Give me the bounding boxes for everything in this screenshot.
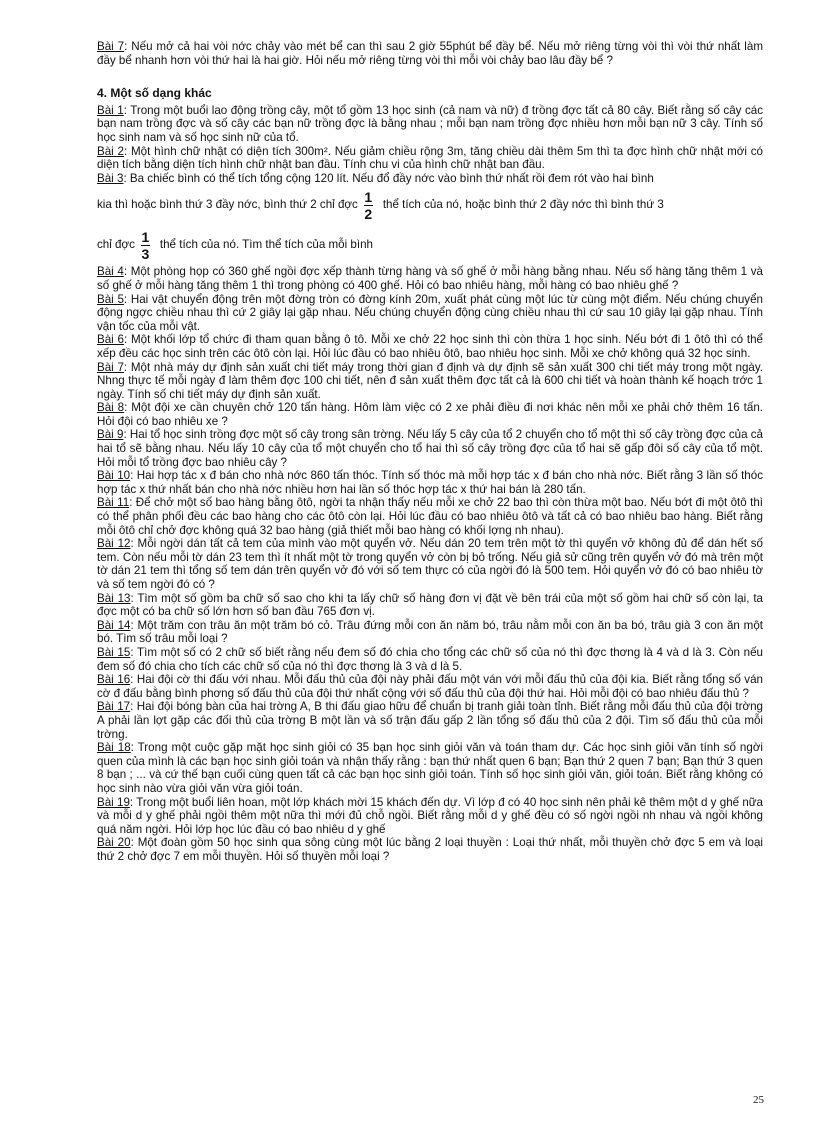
problem-text: : Một đoàn gồm 50 học sinh qua sông cùng một lúc bằng 2 loại thuyền : Loại thứ nhất, mỗi thuyền chở đợc 5 em và loại thứ 2 chở đợc 7 em mỗi thuyền. Hỏi số thuyền mỗi loại ?: [97, 836, 763, 863]
problem-9: [97, 428, 763, 469]
problem-label: Bài 18: [97, 741, 131, 755]
problem-label: Bài 19: [97, 795, 130, 809]
problem-1: [97, 104, 763, 145]
problem-text: : Hai tổ học sinh trồng đợc một số cây trong sân trờng. Nếu lấy 5 cây của tổ 2 chuyển cho tổ một thì số cây trồng đợc của cả hai tổ sẽ bằng nhau. Nếu lấy 10 cây của tổ một chuyển cho tổ hai thì số cây trồng đợc của tổ hai sẽ gấp đôi số cây của tổ một. Hỏi mỗi tổ trồng đợc bao nhiêu cây ?: [97, 428, 763, 469]
problem-label: Bài 20: [97, 836, 131, 850]
problem-10: [97, 469, 763, 496]
problem-15: [97, 646, 763, 673]
problem-text: : Ba chiếc bình có thể tích tổng cộng 120 lít. Nếu đổ đầy nớc vào bình thứ nhất rồi đem rót vào hai bình: [123, 171, 654, 185]
section-title: 4. Một số dạng khác: [97, 86, 212, 101]
problem-text: : Trong một buổi liên hoan, một lớp khách mời 15 khách đến dự. Vì lớp đ có 40 học sinh nên phải kê thêm một d y ghế nữa và mỗi d y ghế phải ngồi thêm một nữa thì mới đủ chỗ ngồi. Biết rằng mỗi d y ghế đều có số ngời ngồi nh nhau và ngồi không quá năm ngời. Hỏi lớp học lúc đầu có bao nhiêu d y ghế: [97, 795, 764, 836]
problem-label: Bài 11: [97, 496, 130, 510]
problem-label: Bài 6: [97, 333, 124, 347]
problem-label: Bài 9: [97, 428, 124, 442]
problem-text: : Hai đội bóng bàn của hai trờng A, B thi đấu giao hữu để chuẩn bị tranh giải toàn tỉnh. Biết rằng mỗi đấu thủ của đội trờng A phải lần lợt gặp các đối thủ của trờng B một lần và số trận đấu gấp 2 lần tổng số đấu thủ của 2 đội. Tìm số đấu thủ của mỗi trờng.: [97, 700, 763, 741]
fraction-denominator: 3: [141, 245, 150, 262]
problem-label: Bài 7: [97, 40, 125, 53]
problem-text: thể tích của nó, hoặc bình thứ 2 đầy nớc thì bình thứ 3: [382, 198, 664, 212]
problem-text: : Một trăm con trâu ăn một trăm bó cỏ. Trâu đứng mỗi con ăn năm bó, trâu nằm mỗi con ăn ba bó, trâu già 3 con ăn một bó. Tìm số trâu mỗi loại ?: [97, 618, 763, 646]
problem-label: Bài 3: [97, 171, 124, 185]
problem-text: chỉ đợc: [97, 238, 135, 252]
fraction-one-third: [141, 230, 150, 261]
problem-text: : Nếu mở cả hai vòi nớc chảy vào mét bể can thì sau 2 giờ 55phút bể đầy bể. Nếu mở riêng từng vòi thì vòi thứ nhất làm đầy bể nhanh hơn vòi thứ hai là hai giờ. Hỏi nếu mở riêng từng vòi thì mỗi vòi chảy bao lâu đầy bể ?: [97, 40, 763, 67]
problem-label: Bài 5: [97, 292, 124, 306]
problem-text: : Một hình chữ nhật có diện tích 300m². Nếu giảm chiều rộng 3m, tăng chiều dài thêm 5m thì ta đợc hình chữ nhật mới có diện tích bằng diện tích hình chữ nhật ban đầu. Tính chu vi của hình chữ nhật ban đầu.: [97, 144, 763, 172]
problem-label: Bài 1: [97, 103, 124, 117]
fraction-numerator: 1: [141, 228, 150, 245]
problem-intro: [97, 40, 763, 67]
problem-text: thể tích của nó. Tìm thể tích của mỗi bình: [159, 238, 373, 252]
problem-text: : Tìm một số có 2 chữ số biết rằng nếu đem số đó chia cho tổng các chữ số của nó thì đợc thơng là 4 và d là 3. Còn nếu đem số đó chia cho tích các chữ số của nó thì đợc thơng là 3 và d là 5.: [97, 645, 764, 673]
problem-13: [97, 592, 763, 619]
problem-18: [97, 741, 763, 795]
problem-6: [97, 333, 763, 360]
problem-label: Bài 16: [97, 673, 131, 687]
problem-17: [97, 700, 763, 741]
fraction-one-half: [364, 190, 373, 221]
problem-label: Bài 13: [97, 591, 131, 605]
problem-3: [97, 172, 763, 186]
problem-label: Bài 12: [97, 537, 131, 551]
problem-text: : Tìm một số gồm ba chữ số sao cho khi ta lấy chữ số hàng đơn vị đặt về bên trái của một số gồm hai chữ số còn lại, ta đợc một có ba chữ số lớn hơn số ban đầu 765 đơn vị.: [97, 591, 763, 619]
document-body: [97, 40, 763, 863]
problem-label: Bài 4: [97, 265, 124, 279]
problem-text: : Mỗi ngời dán tất cả tem của mình vào một quyển vở. Nếu dán 20 tem trên một tờ thì quyển vở không đủ để dán hết số tem. Còn nếu mỗi tờ dán 23 tem thì ít nhất một tờ trong quyển vở còn bị bỏ trống. Nếu giả sử cũng trên quyển vở đó mà trên một tờ dán 21 tem thì tổng số tem dán trên quyển vở đó với số tem thực có của ngời đó là 500 tem. Hỏi quyển vở đó có bao nhiêu tờ và số tem ngời đó có ?: [97, 537, 763, 591]
problem-text: : Một phòng họp có 360 ghế ngồi đợc xếp thành từng hàng và số ghế ở mỗi hàng bằng nhau. Nếu số hàng tăng thêm 1 và số ghế ở mỗi hàng tăng thêm 1 thì trong phòng có 400 ghế. Hỏi có bao nhiêu hàng, mỗi hàng có bao nhiêu ghế ?: [97, 265, 763, 292]
problem-label: Bài 17: [97, 700, 131, 714]
problem-3-line-2: [97, 185, 763, 225]
problem-12: [97, 537, 763, 591]
problem-text: kia thì hoặc bình thứ 3 đầy nớc, bình thứ 2 chỉ đợc: [97, 198, 358, 212]
problem-text: : Trong một buổi lao động trồng cây, một tổ gồm 13 học sinh (cả nam và nữ) đ trồng đợc tất cả 80 cây. Biết rằng số cây các bạn nam trồng đợc và số cây các bạn nữ trồng đợc là bằng nhau ; mỗi bạn nam trồng đợc nhiều hơn mỗi bạn nữ 3 cây. Tính số học sinh nam và số học sinh nữ của tổ.: [97, 103, 763, 144]
problem-3-line-3: [97, 225, 763, 265]
fraction-denominator: 2: [364, 205, 373, 222]
problem-text: : Hai đội cờ thi đấu với nhau. Mỗi đấu thủ của đội này phải đấu một ván với mỗi đấu thủ của đội kia. Biết rằng tổng số ván cờ đ đấu bằng bình phơng số đấu thủ của đội thứ nhất cộng với số đấu thủ của đội thứ hai. Hỏi mỗi đội có bao nhiêu đấu thủ ?: [97, 673, 763, 700]
problem-5: [97, 293, 763, 334]
problem-label: Bài 8: [97, 401, 125, 415]
problem-text: : Trong một cuộc gặp mặt học sinh giỏi có 35 bạn học sinh giỏi văn và toán tham dự. Các học sinh giỏi văn tính số ngời quen của mình là các bạn học sinh giỏi toán và nhận thấy rằng : bạn thứ nhất quen 6 bạn; Bạn thứ 2 quen 7 bạn; Bạn thứ 3 quen 8 bạn ; ... và cứ thế bạn cuối cùng quen tất cả các bạn học sinh giỏi toán. Tính số học sinh giỏi văn, giỏi toán. Biết rằng không có học sinh nào vừa giỏi văn vừa giỏi toán.: [97, 741, 764, 795]
problem-8: [97, 401, 763, 428]
problem-11: [97, 496, 763, 537]
problem-text: : Một đội xe cần chuyên chở 120 tấn hàng. Hôm làm việc có 2 xe phải điều đi nơi khác nên mỗi xe phải chở thêm 16 tấn. Hỏi đội có bao nhiêu xe ?: [97, 401, 763, 428]
problem-16: [97, 673, 763, 700]
problem-label: Bài 14: [97, 618, 131, 632]
problem-label: Bài 2: [97, 144, 124, 158]
fraction-numerator: 1: [364, 188, 373, 205]
problem-14: [97, 619, 763, 646]
problem-7: [97, 361, 763, 402]
problem-4: [97, 265, 763, 292]
problem-label: Bài 7: [97, 360, 124, 374]
problem-text: : Một nhà máy dự định sản xuất chi tiết máy trong thời gian đ định và dự định sẽ sản xuất 300 chi tiết máy trong một ngày. Nhng thực tế mỗi ngày đ làm thêm đợc 100 chi tiết, nên đ sản xuất thêm đợc tất cả là 600 chi tiết và hoàn thành kế hoạch trớc 1 ngày. Tính số chi tiết máy dự định sản xuất.: [97, 360, 763, 401]
problem-text: : Để chở một số bao hàng bằng ôtô, ngời ta nhận thấy nếu mỗi xe chở 22 bao thì còn thừa một bao. Nếu bớt đi một ôtô thì có thể phân phối đều các bao hàng cho các ôtô còn lại. Hỏi lúc đầu có bao nhiêu ôtô và tất cả có bao nhiêu bao hàng. Biết rằng mỗi ôtô chỉ chở đợc không quá 32 bao hàng (giả thiết mỗi bao hàng có khối lợng nh nhau).: [97, 496, 764, 537]
problem-19: [97, 796, 763, 837]
problem-2: [97, 145, 763, 172]
page-number: 25: [753, 1094, 764, 1106]
problem-text: : Hai vật chuyển động trên một đờng tròn có đờng kính 20m, xuất phát cùng một lúc từ cùng một điểm. Nếu chúng chuyển động ngợc chiều nhau thì cứ 2 giây lại gặp nhau. Nếu chúng chuyển động cùng chiều nhau thì cứ sau 10 giây lại gặp nhau. Tính vận tốc của mỗi vật.: [97, 292, 764, 333]
problem-20: [97, 836, 763, 863]
problem-text: : Hai hợp tác x đ bán cho nhà nớc 860 tấn thóc. Tính số thóc mà mỗi hợp tác x đ bán cho nhà nớc. Biết rằng 3 lần số thóc hợp tác x thứ nhất bán cho nhà nớc nhiều hơn hai lần số thóc hợp tác x thứ hai bán là 280 tấn.: [97, 469, 764, 496]
problem-label: Bài 15: [97, 645, 131, 659]
problem-label: Bài 10: [97, 469, 131, 483]
problem-text: : Một khối lớp tổ chức đi tham quan bằng ô tô. Mỗi xe chở 22 học sinh thì còn thừa 1 học sinh. Nếu bớt đi 1 ôtô thì có thể xếp đều các học sinh trên các ôtô còn lại. Hỏi lúc đầu có bao nhiêu ôtô, bao nhiêu học sinh. Mỗi xe chở không quá 32 học sinh.: [97, 333, 763, 360]
